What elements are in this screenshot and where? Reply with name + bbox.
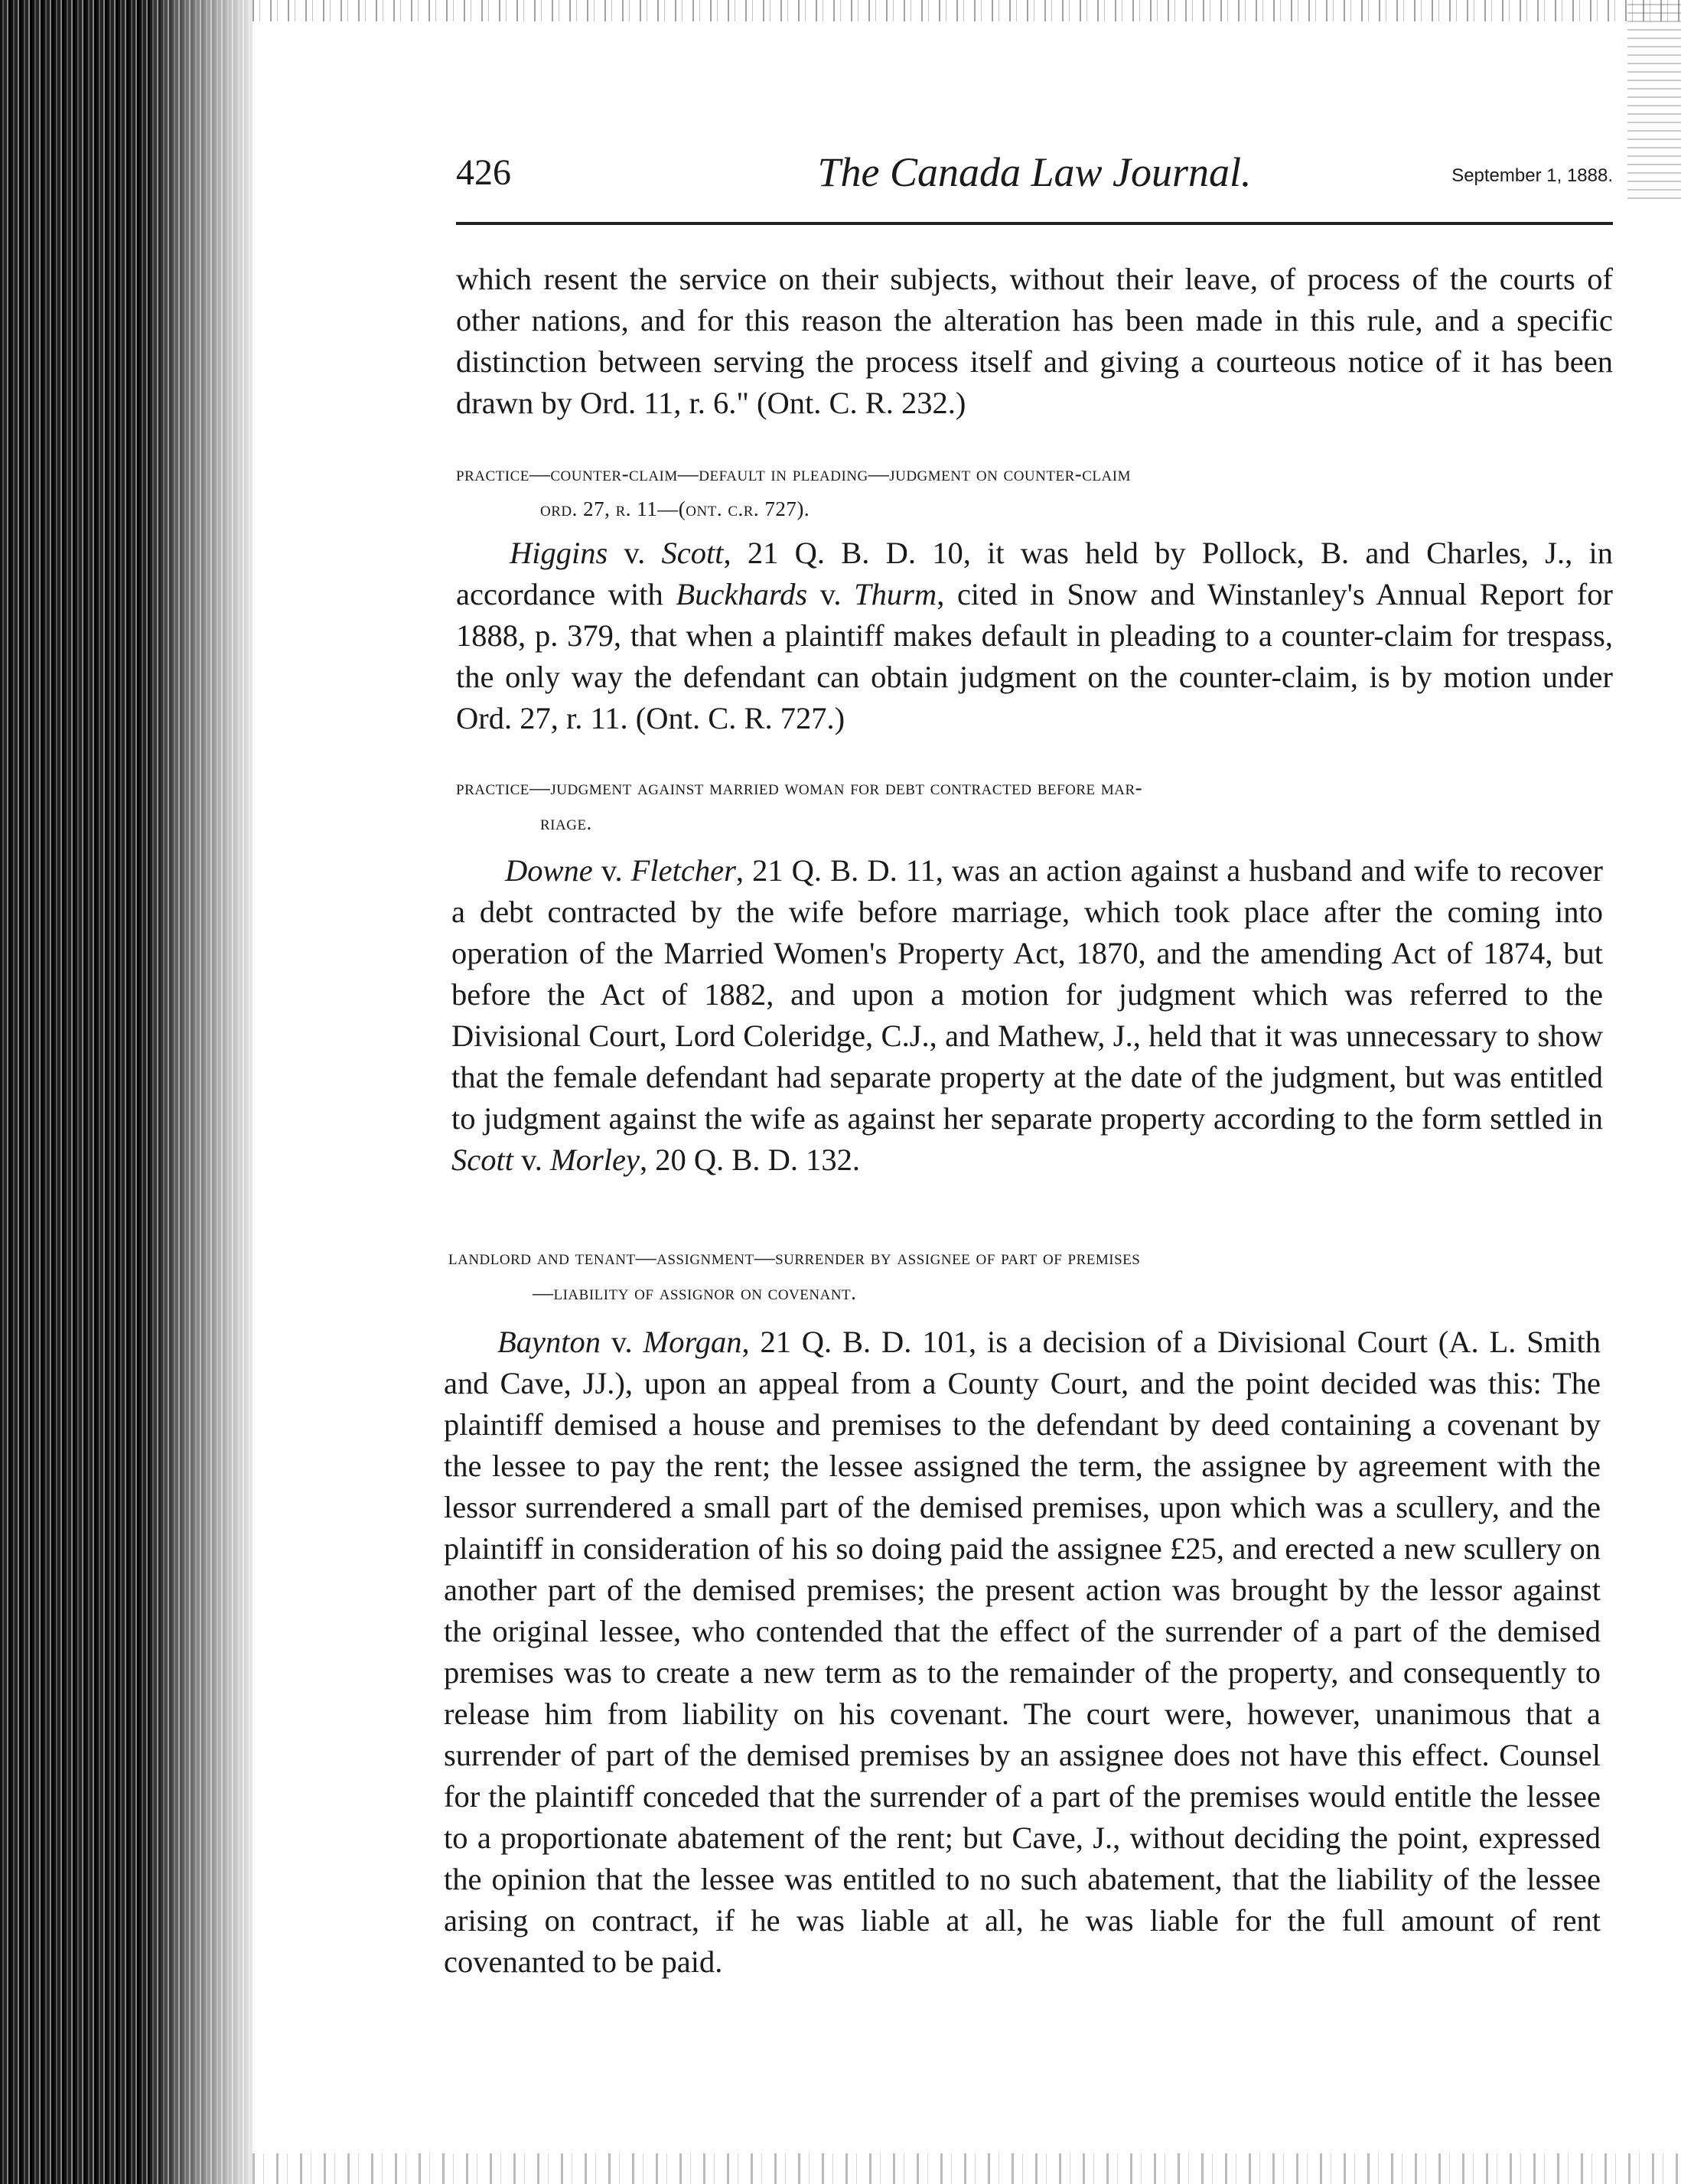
paragraph-text: which resent the service on their subjects, without their leave, of process of the courts of other nations, and for this reason the alteration has been made in this rule, and a specific distinction between serving the process itself and giving a courteous notice of it has been drawn by Ord. 11, r. 6." (Ont. C. R. 232.): [456, 262, 1613, 420]
scan-noise-top: [252, 0, 1681, 21]
case-name: Scott: [661, 536, 724, 570]
paragraph-downe-v-fletcher: [451, 850, 1603, 1181]
case-name: Higgins: [510, 536, 608, 570]
paragraph-baynton-v-morgan: [444, 1322, 1601, 1983]
heading-line: practice—counter-claim—default in pleading—judgment on counter-claim: [456, 462, 1131, 485]
paragraph-text: , cited in Snow and Winstanley's Annual Report for 1888, p. 379, that when a plaintiff makes default in pleading to a counter-claim for trespass, the only way the defendant can obtain judgment on the counter-claim, is by motion under Ord. 27, r. 11. (Ont. C. R. 727.): [456, 577, 1613, 735]
case-name: Baynton: [497, 1325, 601, 1359]
paragraph-text: v.: [513, 1143, 550, 1177]
case-name: Morley: [549, 1143, 640, 1177]
heading-line: riage.: [540, 811, 592, 834]
heading-line: —liability of assignor on covenant.: [533, 1281, 857, 1304]
paragraph-higgins-v-scott: [456, 533, 1613, 739]
case-name: Morgan: [643, 1325, 742, 1359]
issue-date: September 1, 1888.: [1451, 165, 1613, 186]
scan-noise-right: [1627, 0, 1681, 199]
heading-line: landlord and tenant—assignment—surrender by assignee of part of premises: [448, 1246, 1141, 1269]
running-header: [456, 149, 1613, 205]
paragraph-text: , 21 Q. B. D. 11, was an action against a husband and wife to recover a debt contracted by the wife before marriage, which took place after the coming into operation of the Married Women's Property Act, 1870, and the amending Act of 1874, but before the Act of 1882, and upon a motion for judgment which was referred to the Divisional Court, Lord Coleridge, C.J., and Mathew, J., held that it was unnecessary to show that the female defendant had separate property at the date of the judgment, but was entitled to judgment against the wife as against her separate property according to the form settled in: [451, 853, 1603, 1136]
paragraph-text: v.: [608, 536, 662, 570]
page-number: 426: [456, 152, 511, 193]
scan-noise-bottom: [252, 2153, 1681, 2184]
paragraph-text: v.: [600, 1325, 643, 1359]
paragraph-text: v.: [807, 577, 855, 611]
case-name: Scott: [451, 1143, 513, 1177]
heading-line: practice—judgment against married woman for debt contracted before mar-: [456, 776, 1143, 799]
section-heading-married-woman: [456, 770, 1613, 840]
continuation-paragraph: [456, 259, 1613, 424]
header-rule: [456, 222, 1613, 225]
section-heading-landlord-tenant: [448, 1240, 1605, 1310]
heading-line: ord. 27, r. 11—(ont. c.r. 727).: [540, 497, 810, 520]
paragraph-text: , 20 Q. B. D. 132.: [639, 1143, 860, 1177]
paragraph-text: v.: [592, 853, 631, 888]
section-heading-counter-claim: [456, 456, 1613, 526]
spine-fade: [145, 0, 283, 2184]
case-name: Downe: [505, 853, 593, 888]
journal-title: The Canada Law Journal.: [817, 149, 1252, 195]
case-name: Thurm: [854, 577, 937, 611]
case-name: Buckhards: [676, 577, 808, 611]
case-name: Fletcher: [630, 853, 736, 888]
paragraph-text: , 21 Q. B. D. 10, it was held by Pollock, B. and Charles, J., in accordance with: [456, 536, 1614, 611]
paragraph-text: , 21 Q. B. D. 101, is a decision of a Divisional Court (A. L. Smith and Cave, JJ.), upon an appeal from a County Court, and the point decided was this: The plaintiff demised a house and premises to the defendant by deed containing a covenant by the lessee to pay the rent; the lessee assigned the term, the assignee by agreement with the lessor surrendered a small part of the demised premises, upon which was a scullery, and the plaintiff in consideration of his so doing paid the assignee £25, and erected a new scullery on another part of the demised premises; the present action was brought by the lessor against the original lessee, who contended that the effect of the surrender of a part of the demised premises was to create a new term as to the remainder of the property, and consequently to release him from liability on his covenant. The court were, however, unanimous that a surrender of part of the demised premises by an assignee does not have this effect. Counsel for the plaintiff conceded that the surrender of a part of the premises would entitle the lessee to a proportionate abatement of the rent; but Cave, J., without deciding the point, expressed the opinion that the lessee was entitled to no such abatement, that the liability of the lessee arising on contract, if he was liable at all, he was liable for the full amount of rent covenanted to be paid.: [444, 1325, 1601, 1979]
